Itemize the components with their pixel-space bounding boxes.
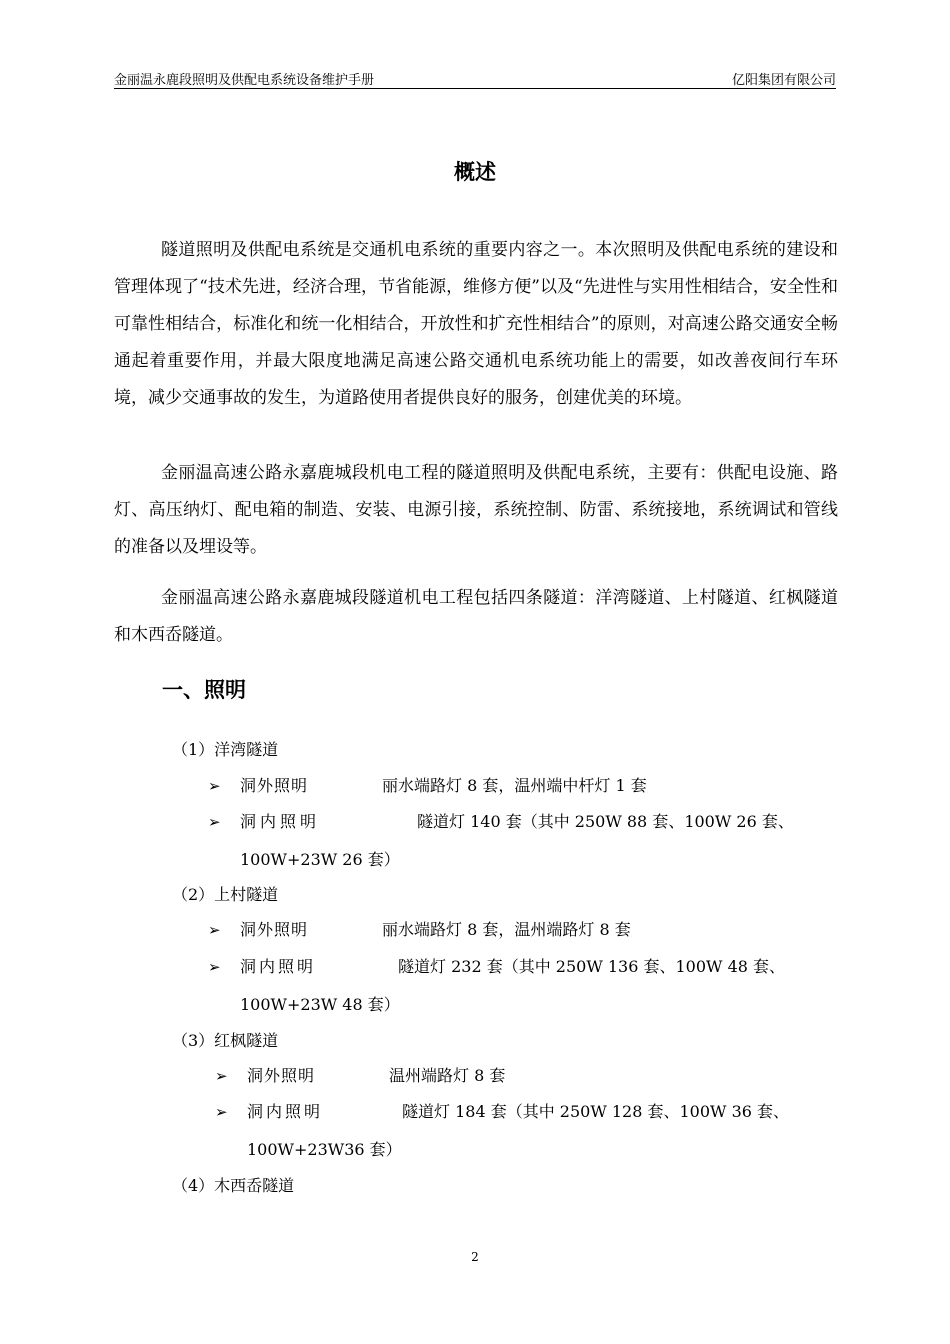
tunnel-label-shangcun: （2）上村隧道 <box>172 885 279 904</box>
bullet-name: 洞内照明 <box>247 1102 324 1121</box>
bullet-desc: 温州端路灯 8 套 <box>389 1066 506 1085</box>
tunnel-label-yangwan: （1）洋湾隧道 <box>172 740 279 759</box>
header-document-title: 金丽温永鹿段照明及供配电系统设备维护手册 <box>114 73 375 88</box>
tunnel-label-hongfeng: （3）红枫隧道 <box>172 1031 279 1050</box>
paragraph-system-scope: 金丽温高速公路永嘉鹿城段机电工程的隧道照明及供配电系统，主要有：供配电设施、路灯、高压纳灯、配电箱的制造、安装、电源引接，系统控制、防雷、系统接地，系统调试和管线的准备以及埋设等。 <box>114 463 838 557</box>
bullet-name: 洞内照明 <box>240 812 321 831</box>
bullet-outside-lighting <box>208 912 631 948</box>
header-company-name: 亿阳集团有限公司 <box>731 73 836 88</box>
paragraph-tunnel-list: 金丽温高速公路永嘉鹿城段隧道机电工程包括四条隧道：洋湾隧道、上村隧道、红枫隧道和木西岙隧道。 <box>114 588 838 645</box>
bullet-name: 洞外照明 <box>247 1066 316 1085</box>
bullet-desc: 隧道灯 184 套（其中 250W 128 套、100W 36 套、 <box>402 1102 790 1121</box>
bullet-name: 洞内照明 <box>240 957 317 976</box>
bullet-inside-lighting <box>208 804 794 840</box>
arrow-bullet-icon: ➢ <box>208 921 221 939</box>
bullet-inside-lighting <box>208 949 785 985</box>
paragraph-overview: 隧道照明及供配电系统是交通机电系统的重要内容之一。本次照明及供配电系统的建设和管理体现了“技术先进，经济合理，节省能源，维修方便”以及“先进性与实用性相结合，安全性和可靠性相结合，标准化和统一化相结合，开放性和扩充性相结合”的原则，对高速公路交通安全畅通起着重要作用，并最大限度地满足高速公路交通机电系统功能上的需要，如改善夜间行车环境，减少交通事故的发生，为道路使用者提供良好的服务，创建优美的环境。 <box>114 240 838 408</box>
bullet-name: 洞外照明 <box>240 920 309 939</box>
section-title-lighting: 一、照明 <box>162 678 246 702</box>
page-header <box>114 66 836 89</box>
bullet-inside-lighting <box>215 1094 789 1130</box>
page-title: 概述 <box>454 160 496 184</box>
bullet-outside-lighting <box>208 768 647 804</box>
arrow-bullet-icon: ➢ <box>215 1067 228 1085</box>
bullet-name: 洞外照明 <box>240 776 309 795</box>
page-number: 2 <box>471 1250 479 1264</box>
bullet-desc: 丽水端路灯 8 套，温州端路灯 8 套 <box>382 920 631 939</box>
arrow-bullet-icon: ➢ <box>215 1103 228 1121</box>
tunnel-label-muxiao: （4）木西岙隧道 <box>172 1176 295 1195</box>
bullet-outside-lighting <box>215 1058 505 1094</box>
bullet-continuation: 100W+23W 26 套） <box>240 850 400 869</box>
bullet-continuation: 100W+23W36 套） <box>247 1140 402 1159</box>
arrow-bullet-icon: ➢ <box>208 813 221 831</box>
arrow-bullet-icon: ➢ <box>208 958 221 976</box>
arrow-bullet-icon: ➢ <box>208 777 221 795</box>
bullet-desc: 隧道灯 232 套（其中 250W 136 套、100W 48 套、 <box>398 957 786 976</box>
bullet-desc: 丽水端路灯 8 套，温州端中杆灯 1 套 <box>382 776 647 795</box>
bullet-continuation: 100W+23W 48 套） <box>240 995 400 1014</box>
bullet-desc: 隧道灯 140 套（其中 250W 88 套、100W 26 套、 <box>417 812 794 831</box>
